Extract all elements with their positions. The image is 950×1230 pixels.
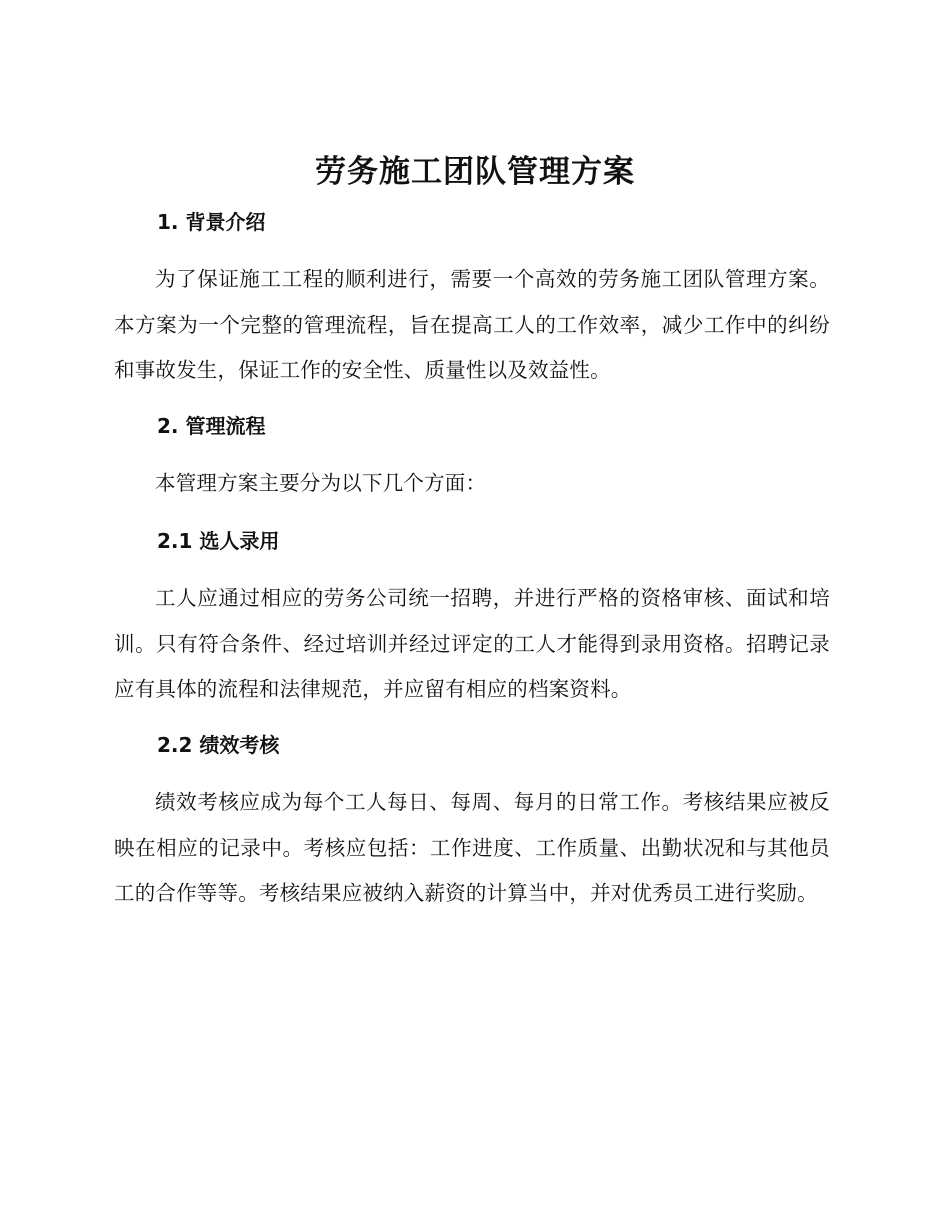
section-paragraph-background: 为了保证施工工程的顺利进行，需要一个高效的劳务施工团队管理方案。本方案为一个完整的管理流程，旨在提高工人的工作效率，减少工作中的纠纷和事故发生，保证工作的安全性、质量性以及效益性。 xyxy=(114,267,830,382)
section-paragraph-performance: 绩效考核应成为每个工人每日、每周、每月的日常工作。考核结果应被反映在相应的记录中。考核应包括：工作进度、工作质量、出勤状况和与其他员工的合作等等。考核结果应被纳入薪资的计算当中，并对优秀员工进行奖励。 xyxy=(114,790,830,905)
section-heading-process: 2. 管理流程 xyxy=(157,414,266,438)
document-title: 劳务施工团队管理方案 xyxy=(315,154,635,190)
section-heading-background: 1. 背景介绍 xyxy=(157,210,266,234)
section-paragraph-process: 本管理方案主要分为以下几个方面： xyxy=(155,471,487,495)
section-heading-recruitment: 2.1 选人录用 xyxy=(157,529,280,553)
section-heading-performance: 2.2 绩效考核 xyxy=(157,733,280,757)
section-paragraph-recruitment: 工人应通过相应的劳务公司统一招聘，并进行严格的资格审核、面试和培训。只有符合条件、经过培训并经过评定的工人才能得到录用资格。招聘记录应有具体的流程和法律规范，并应留有相应的档案资料。 xyxy=(114,586,830,701)
